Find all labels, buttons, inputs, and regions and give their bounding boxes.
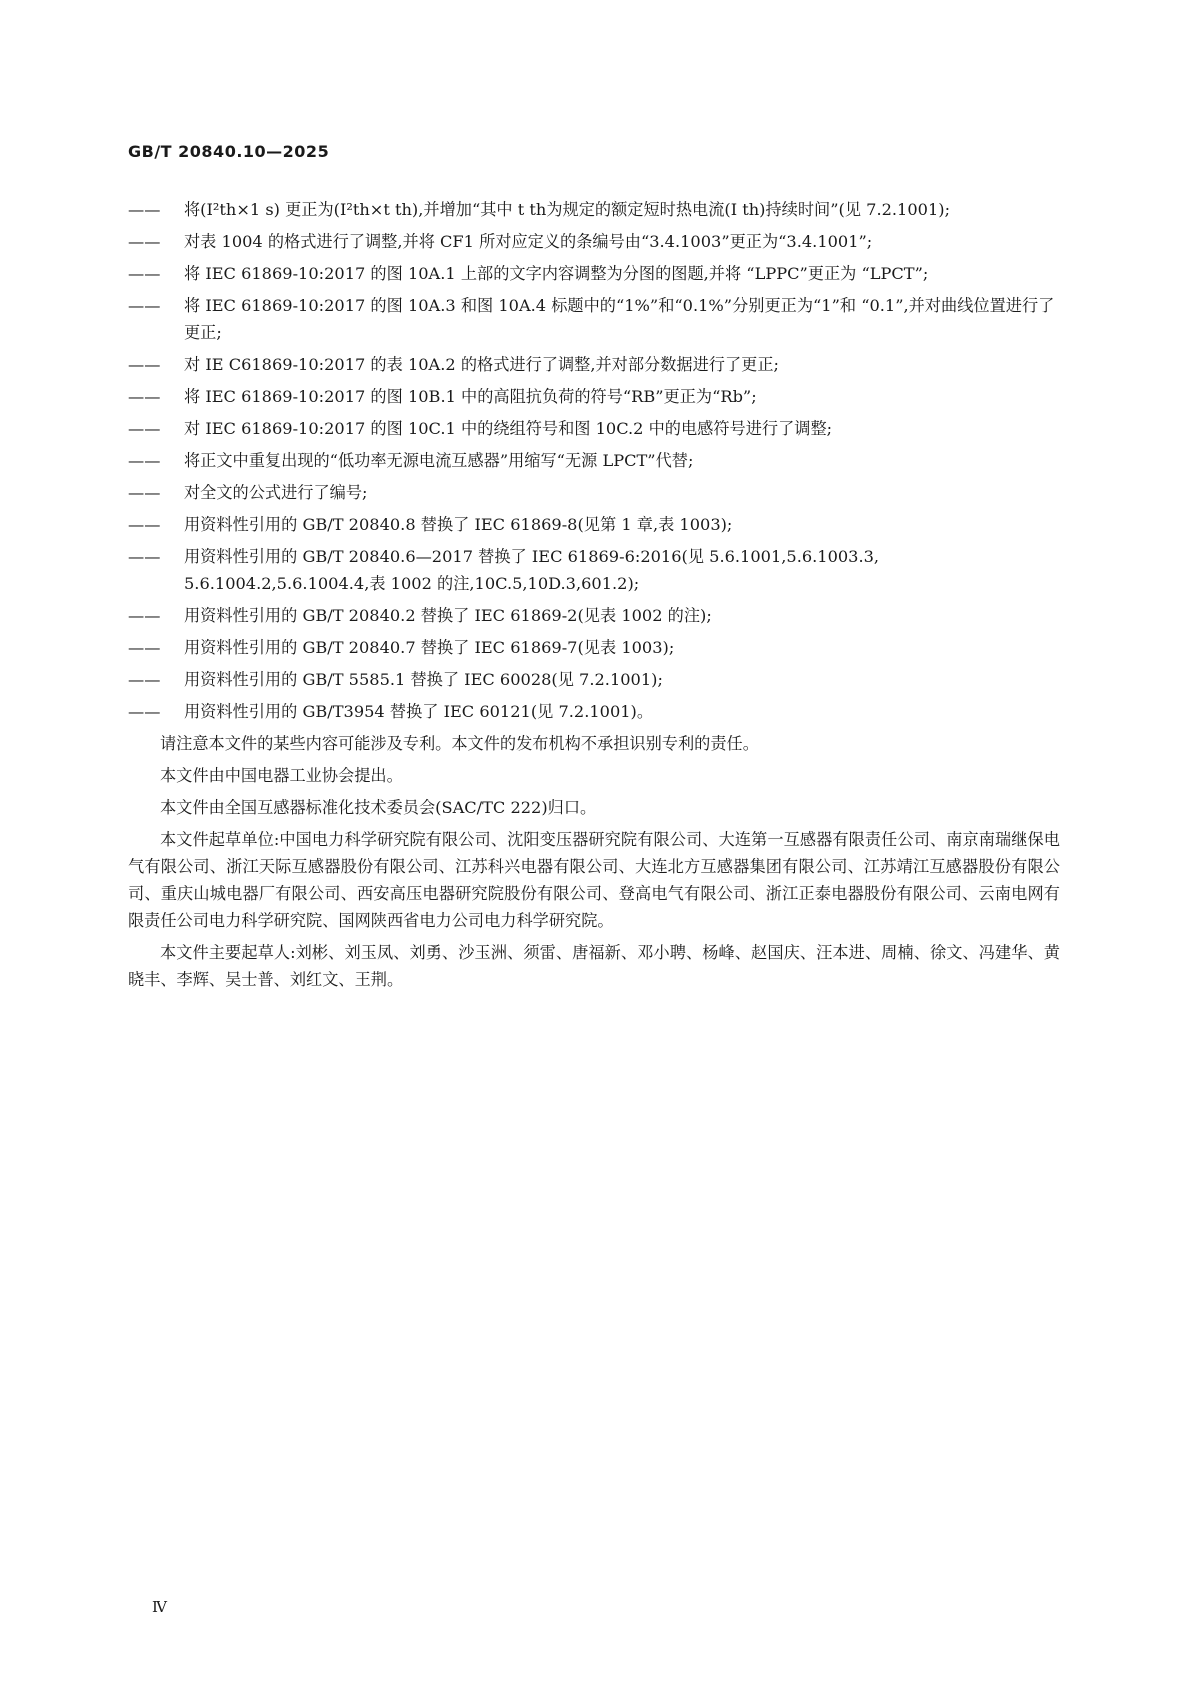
proposer-statement: 本文件由中国电器工业协会提出。 <box>160 766 403 785</box>
list-item: —— 用资料性引用的 GB/T 20840.8 替换了 IEC 61869-8(见第 1 章,表 1003); <box>128 511 1060 538</box>
list-item: —— 将 IEC 61869-10:2017 的图 10B.1 中的高阻抗负荷的符号“RB”更正为“Rb”; <box>128 383 1060 410</box>
main-drafters: 本文件主要起草人:刘彬、刘玉凤、刘勇、沙玉洲、须雷、唐福新、邓小聘、杨峰、赵国庆、汪本进、周楠、徐文、冯建华、黄晓丰、李辉、吴士普、刘红文、王荆。 <box>128 943 1060 989</box>
list-item: —— 用资料性引用的 GB/T 5585.1 替换了 IEC 60028(见 7.2.1001); <box>128 666 1060 693</box>
dash-marker: —— <box>128 515 161 534</box>
list-item: —— 对表 1004 的格式进行了调整,并将 CF1 所对应定义的条编号由“3.4.1003”更正为“3.4.1001”; <box>128 228 1060 255</box>
list-item: —— 用资料性引用的 GB/T 20840.6—2017 替换了 IEC 61869-6:2016(见 5.6.1001,5.6.1003.3, 5.6.1004.2,5.6.1004.4,表 1002 的注,10C.5,10D.3,601.2); <box>128 543 1060 597</box>
dash-marker: —— <box>128 638 161 657</box>
dash-marker: —— <box>128 232 161 251</box>
dash-marker: —— <box>128 670 161 689</box>
dash-marker: —— <box>128 419 161 438</box>
patent-notice: 请注意本文件的某些内容可能涉及专利。本文件的发布机构不承担识别专利的责任。 <box>160 734 759 753</box>
dash-marker: —— <box>128 483 161 502</box>
dash-marker: —— <box>128 606 161 625</box>
list-item: —— 将正文中重复出现的“低功率无源电流互感器”用缩写“无源 LPCT”代替; <box>128 447 1060 474</box>
list-item: —— 将 IEC 61869-10:2017 的图 10A.1 上部的文字内容调整为分图的图题,并将 “LPPC”更正为 “LPCT”; <box>128 260 1060 287</box>
committee-statement: 本文件由全国互感器标准化技术委员会(SAC/TC 222)归口。 <box>160 798 597 817</box>
dash-marker: —— <box>128 547 161 566</box>
foreword-body <box>128 196 1060 998</box>
dash-marker: —— <box>128 387 161 406</box>
list-item: —— 用资料性引用的 GB/T3954 替换了 IEC 60121(见 7.2.1001)。 <box>128 698 1060 725</box>
list-item: —— 将(I²th×1 s) 更正为(I²th×t th),并增加“其中 t th为规定的额定短时热电流(I th)持续时间”(见 7.2.1001); <box>128 196 1060 223</box>
dash-marker: —— <box>128 451 161 470</box>
page-number: Ⅳ <box>152 1598 167 1616</box>
list-item: —— 对全文的公式进行了编号; <box>128 479 1060 506</box>
list-item: —— 对 IE C61869-10:2017 的表 10A.2 的格式进行了调整,并对部分数据进行了更正; <box>128 351 1060 378</box>
dash-marker: —— <box>128 355 161 374</box>
list-item: —— 用资料性引用的 GB/T 20840.7 替换了 IEC 61869-7(见表 1003); <box>128 634 1060 661</box>
list-item: —— 用资料性引用的 GB/T 20840.2 替换了 IEC 61869-2(见表 1002 的注); <box>128 602 1060 629</box>
list-item: —— 将 IEC 61869-10:2017 的图 10A.3 和图 10A.4 标题中的“1%”和“0.1%”分别更正为“1”和 “0.1”,并对曲线位置进行了更正; <box>128 292 1060 346</box>
dash-marker: —— <box>128 296 161 315</box>
dash-marker: —— <box>128 264 161 283</box>
dash-marker: —— <box>128 200 161 219</box>
drafting-units: 本文件起草单位:中国电力科学研究院有限公司、沈阳变压器研究院有限公司、大连第一互感器有限责任公司、南京南瑞继保电气有限公司、浙江天际互感器股份有限公司、江苏科兴电器有限公司、大连北方互感器集团有限公司、江苏靖江互感器股份有限公司、重庆山城电器厂有限公司、西安高压电器研究院股份有限公司、登高电气有限公司、浙江正泰电器股份有限公司、云南电网有限责任公司电力科学研究院、国网陕西省电力公司电力科学研究院。 <box>128 830 1060 930</box>
document-code: GB/T 20840.10—2025 <box>128 142 330 161</box>
dash-marker: —— <box>128 702 161 721</box>
list-item: —— 对 IEC 61869-10:2017 的图 10C.1 中的绕组符号和图 10C.2 中的电感符号进行了调整; <box>128 415 1060 442</box>
